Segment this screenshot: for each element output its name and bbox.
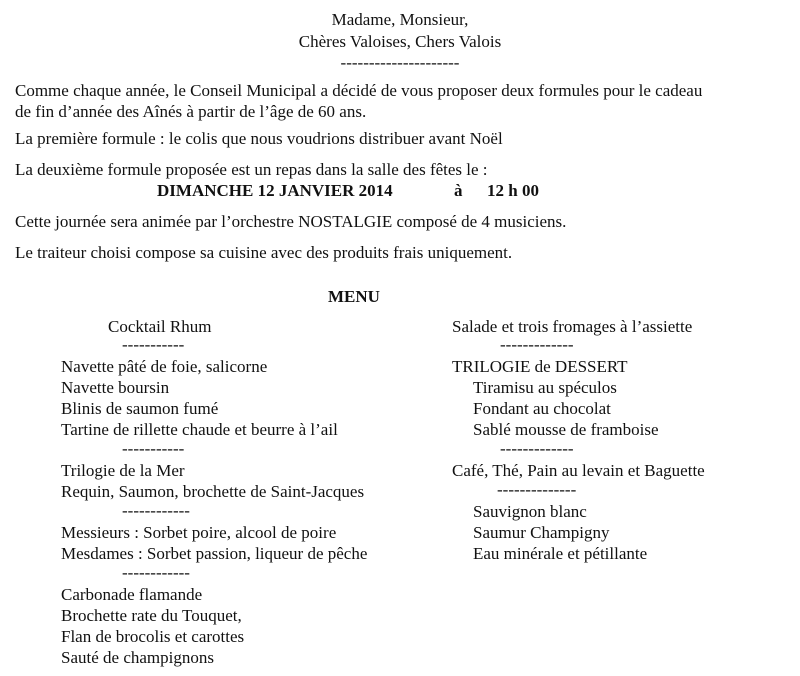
orchestra-line: Cette journée sera animée par l’orchestre NOSTALGIE composé de 4 musiciens. — [15, 212, 567, 231]
menu-left-separator-4: ------------ — [122, 563, 190, 582]
menu-drink-item: Eau minérale et pétillante — [473, 544, 648, 563]
menu-left-separator-3: ------------ — [122, 501, 190, 520]
menu-cocktail: Cocktail Rhum — [108, 317, 212, 336]
menu-trilogie-mer: Trilogie de la Mer — [61, 461, 185, 480]
menu-dessert-item: Fondant au chocolat — [473, 399, 611, 418]
menu-drink-item: Saumur Champigny — [473, 523, 610, 542]
formula-1: La première formule : le colis que nous voudrions distribuer avant Noël — [15, 129, 503, 148]
menu-dessert-item: Sablé mousse de framboise — [473, 420, 659, 439]
menu-title: MENU — [328, 287, 380, 306]
menu-coffee: Café, Thé, Pain au levain et Baguette — [452, 461, 705, 480]
menu-right-separator-2: ------------- — [500, 439, 574, 458]
greeting-line-2: Chères Valoises, Chers Valois — [298, 32, 502, 51]
formula-2: La deuxième formule proposée est un repas dans la salle des fêtes le : — [15, 160, 488, 179]
menu-sorbet-men: Messieurs : Sorbet poire, alcool de poire — [61, 523, 337, 542]
intro-line-2: de fin d’année des Aînés à partir de l’âge de 60 ans. — [15, 102, 367, 121]
menu-main-item: Sauté de champignons — [61, 648, 214, 667]
header-divider: --------------------- — [340, 53, 460, 72]
menu-amuse-item: Navette pâté de foie, salicorne — [61, 357, 268, 376]
menu-amuse-item: Blinis de saumon fumé — [61, 399, 219, 418]
menu-left-separator-1: ----------- — [122, 335, 185, 354]
menu-drink-item: Sauvignon blanc — [473, 502, 587, 521]
event-at: à — [454, 181, 463, 200]
menu-sorbet-women: Mesdames : Sorbet passion, liqueur de pêche — [61, 544, 368, 563]
menu-main-item: Flan de brocolis et carottes — [61, 627, 245, 646]
event-date: DIMANCHE 12 JANVIER 2014 — [157, 181, 393, 200]
menu-amuse-item: Tartine de rillette chaude et beurre à l’ail — [61, 420, 338, 439]
event-time: 12 h 00 — [487, 181, 539, 200]
menu-right-separator-1: ------------- — [500, 335, 574, 354]
menu-main-item: Carbonade flamande — [61, 585, 203, 604]
menu-main-item: Brochette rate du Touquet, — [61, 606, 242, 625]
greeting-line-1: Madame, Monsieur, — [331, 10, 469, 29]
caterer-line: Le traiteur choisi compose sa cuisine avec des produits frais uniquement. — [15, 243, 513, 262]
intro-line-1: Comme chaque année, le Conseil Municipal a décidé de vous proposer deux formules pour le cadeau — [15, 81, 703, 100]
menu-left-separator-2: ----------- — [122, 439, 185, 458]
menu-dessert-item: Tiramisu au spéculos — [473, 378, 617, 397]
menu-trilogie-mer-detail: Requin, Saumon, brochette de Saint-Jacques — [61, 482, 365, 501]
menu-cheese: Salade et trois fromages à l’assiette — [452, 317, 693, 336]
menu-right-separator-3: -------------- — [497, 480, 577, 499]
menu-amuse-item: Navette boursin — [61, 378, 170, 397]
menu-dessert-title: TRILOGIE de DESSERT — [452, 357, 628, 376]
